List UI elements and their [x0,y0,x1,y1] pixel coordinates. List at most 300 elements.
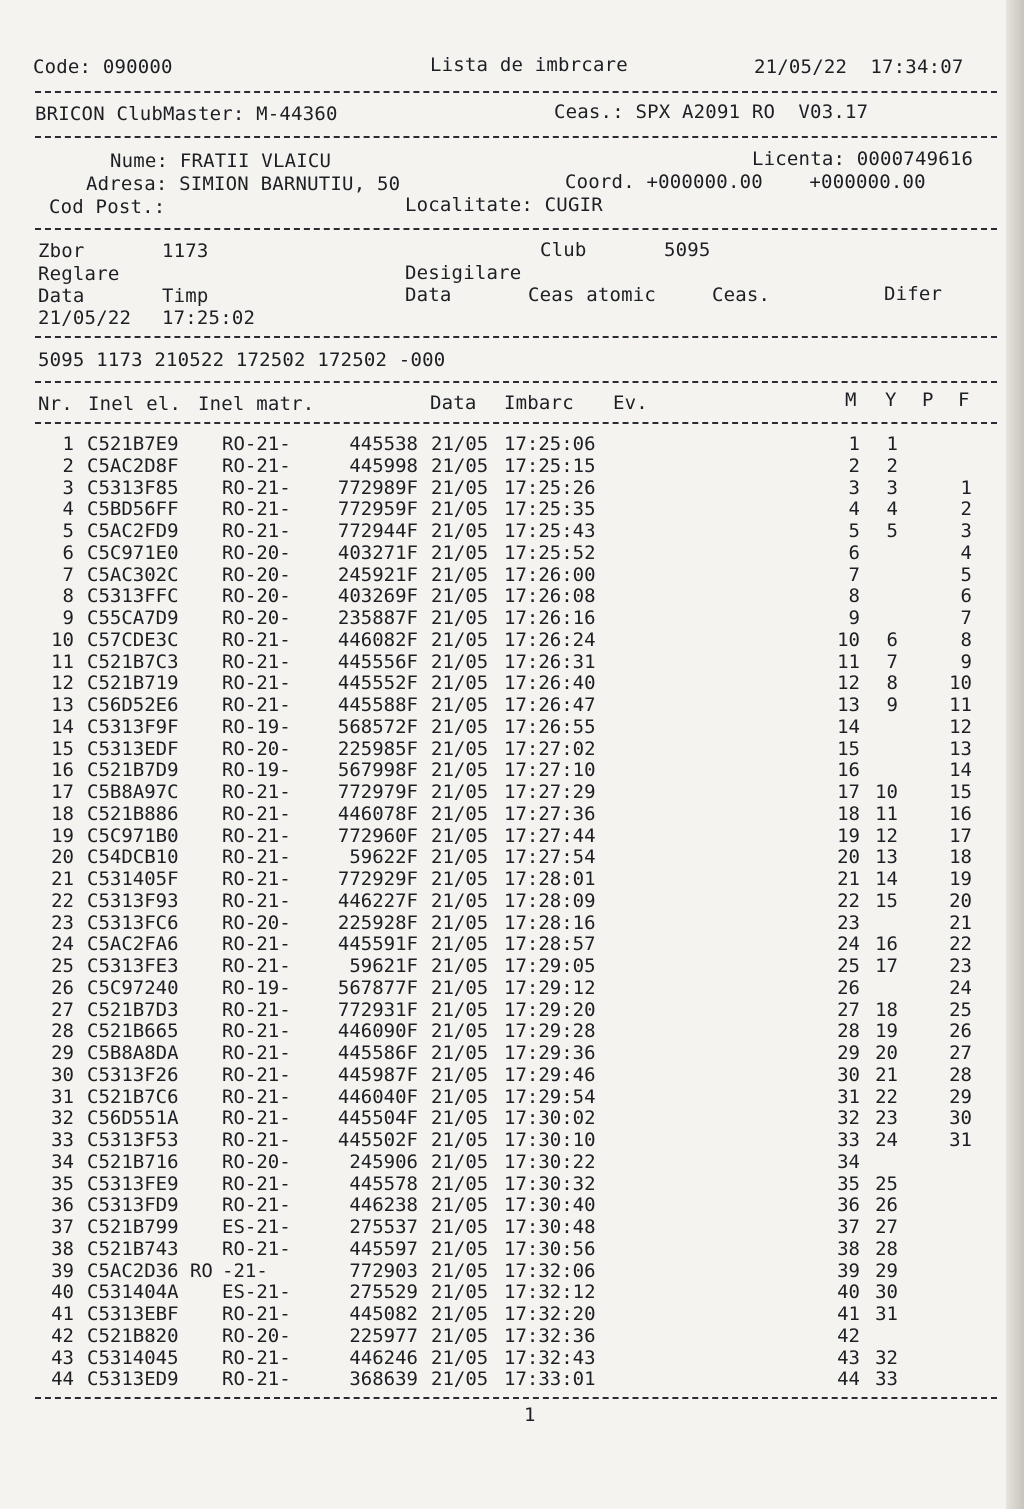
electronic-ring: C521B665 [87,1020,179,1043]
table-row [0,694,1006,716]
table-row [0,846,1006,868]
table-row [0,1151,1006,1173]
row-number: 14 [51,715,74,738]
rank-y: 30 [875,1281,898,1304]
row-number: 43 [51,1346,74,1369]
row-number: 18 [51,802,74,825]
arrival-time: 17:29:20 [504,998,596,1021]
rank-m: 31 [837,1085,860,1108]
arrival-time: 17:30:56 [504,1237,596,1260]
code-label: Code: 090000 [33,56,173,78]
row-number: 29 [51,1042,74,1064]
table-row [0,977,1006,999]
rank-y: 3 [886,476,898,499]
arrival-time: 17:26:00 [504,563,596,586]
ring-prefix: RO-21- [222,781,291,803]
table-row [0,672,1006,694]
electronic-ring: C5C97240 [87,976,179,999]
arrival-date: 21/05 [431,1107,489,1130]
row-number: 36 [51,1194,74,1217]
rank-m: 18 [837,802,860,825]
rank-m: 21 [837,868,860,890]
rank-m: 27 [837,998,860,1021]
arrival-time: 17:26:31 [504,650,596,673]
ring-prefix: RO-21- [222,628,291,651]
table-row [0,716,1006,738]
ring-number: 772903 [349,1259,418,1282]
arrival-time: 17:27:54 [504,846,596,869]
ring-number: 445082 [349,1303,418,1325]
arrival-date: 21/05 [431,889,489,912]
arrival-time: 17:26:47 [504,694,596,716]
rank-y: 2 [886,454,898,477]
ring-prefix: RO-21- [222,868,291,890]
rank-f: 26 [949,1020,972,1043]
separator [35,336,997,338]
electronic-ring: C56D551A [87,1107,179,1130]
document-title: Lista de imbrcare [430,54,628,76]
ring-prefix: RO-21- [222,433,291,455]
difer-label: Difer [884,283,943,305]
ring-prefix: RO-21- [222,1237,291,1260]
rank-m: 34 [837,1150,860,1173]
ring-number: 445552F [337,672,418,695]
arrival-date: 21/05 [431,1324,489,1347]
rank-m: 8 [848,585,860,608]
table-row [0,1238,1006,1260]
arrival-date: 21/05 [431,1303,489,1325]
table-row [0,1368,1006,1390]
print-datetime: 21/05/22 17:34:07 [754,56,964,78]
rank-f: 2 [960,498,972,521]
row-number: 16 [51,759,74,782]
electronic-ring: C5AC302C [87,563,179,586]
arrival-date: 21/05 [431,846,489,869]
arrival-date: 21/05 [431,628,489,651]
row-number: 31 [51,1085,74,1108]
ring-number: 275537 [349,1216,418,1238]
table-row [0,868,1006,890]
arrival-date: 21/05 [431,781,489,803]
zbor-value: 1173 [162,240,209,262]
ring-prefix: RO-20- [222,563,291,586]
ring-number: 567998F [337,759,418,782]
rank-y: 18 [875,998,898,1021]
electronic-ring: C5AC2FA6 [87,933,179,956]
electronic-ring: C5313F85 [87,476,179,499]
ring-number: 445578 [349,1172,418,1195]
rank-f: 14 [949,759,972,782]
electronic-ring: C5313F26 [87,1063,179,1086]
ring-number: 567877F [337,976,418,999]
ring-prefix: RO-20- [222,607,291,629]
rank-m: 22 [837,889,860,912]
rank-m: 19 [837,824,860,847]
rank-f: 6 [960,585,972,608]
arrival-time: 17:25:06 [504,433,596,455]
ring-number: 225977 [349,1324,418,1347]
rank-f: 15 [949,781,972,803]
table-row [0,933,1006,955]
reglare-timp-label: Timp [162,285,209,307]
table-row [0,455,1006,477]
table-row [0,825,1006,847]
ring-number: 225928F [337,911,418,934]
electronic-ring: C5313F93 [87,889,179,912]
rank-y: 28 [875,1237,898,1260]
reglare-label: Reglare [38,263,120,285]
ring-prefix: RO-21- [222,1303,291,1325]
ring-prefix: RO-21- [222,933,291,956]
rank-m: 6 [848,541,860,564]
rank-y: 17 [875,955,898,977]
rank-m: 41 [837,1303,860,1325]
ring-number: 446227F [337,889,418,912]
reglare-time: 17:25:02 [162,307,256,329]
ring-prefix: RO-21- [222,846,291,869]
col-inel-el: Inel el. [88,393,182,415]
rank-f: 23 [949,955,972,977]
separator [35,1397,997,1399]
arrival-date: 21/05 [431,433,489,455]
ring-number: 772929F [337,868,418,890]
col-imbarc: Imbarc [504,392,574,414]
electronic-ring: C521B820 [87,1324,179,1347]
ring-number: 445538 [349,433,418,455]
arrival-time: 17:28:09 [504,889,596,912]
table-row [0,498,1006,520]
arrival-time: 17:27:02 [504,737,596,760]
rank-m: 16 [837,759,860,782]
rank-f: 28 [949,1063,972,1086]
row-number: 44 [51,1368,74,1391]
electronic-ring: C5C971E0 [87,541,179,564]
rank-y: 13 [875,846,898,869]
arrival-date: 21/05 [431,454,489,477]
rank-m: 7 [848,563,860,586]
arrival-date: 21/05 [431,541,489,564]
row-number: 8 [62,585,74,608]
rank-y: 9 [886,694,898,716]
rank-y: 25 [875,1172,898,1195]
ring-prefix: RO-21- [222,1346,291,1369]
ring-number: 445591F [337,933,418,956]
rank-m: 24 [837,933,860,956]
ring-prefix: RO-21- [222,1194,291,1217]
ring-prefix: RO-21- [222,1063,291,1086]
arrival-time: 17:30:22 [504,1150,596,1173]
row-number: 38 [51,1237,74,1260]
ring-prefix: RO-21- [222,454,291,477]
arrival-date: 21/05 [431,802,489,825]
arrival-date: 21/05 [431,737,489,760]
electronic-ring: C5313ED9 [87,1368,179,1391]
ring-prefix: RO-21- [222,476,291,499]
rank-m: 37 [837,1216,860,1238]
arrival-time: 17:26:55 [504,715,596,738]
rank-y: 10 [875,781,898,803]
ring-number: 59621F [349,955,418,977]
electronic-ring: C5313F53 [87,1129,179,1151]
ring-prefix: RO-21- [222,955,291,977]
ring-number: 368639 [349,1368,418,1391]
rank-y: 6 [886,628,898,651]
table-row [0,738,1006,760]
arrival-date: 21/05 [431,476,489,499]
rank-f: 17 [949,824,972,847]
arrival-date: 21/05 [431,607,489,629]
row-number: 28 [51,1020,74,1043]
ring-number: 445504F [337,1107,418,1130]
ring-number: 445998 [349,454,418,477]
rank-m: 1 [848,433,860,455]
row-number: 5 [62,520,74,542]
rank-f: 1 [960,476,972,499]
rank-f: 29 [949,1085,972,1108]
club-value: 5095 [664,239,711,261]
table-row [0,520,1006,542]
rank-f: 22 [949,933,972,956]
electronic-ring: C521B886 [87,802,179,825]
ring-number: 446090F [337,1020,418,1043]
ring-prefix: RO-21- [222,1085,291,1108]
desigilare-data-label: Data [405,284,452,306]
table-row [0,585,1006,607]
row-number: 3 [62,476,74,499]
owner-coordinates: Coord. +000000.00 +000000.00 [565,171,926,193]
separator [35,136,997,138]
table-row [0,1042,1006,1064]
electronic-ring: C5313F9F [87,715,179,738]
electronic-ring: C5313EDF [87,737,179,760]
rank-f: 12 [949,715,972,738]
row-number: 13 [51,694,74,716]
table-row [0,912,1006,934]
table-row [0,1129,1006,1151]
rank-f: 5 [960,563,972,586]
rank-m: 9 [848,607,860,629]
rank-y: 15 [875,889,898,912]
ring-prefix: RO-21- [222,1172,291,1195]
ring-number: 403269F [337,585,418,608]
rank-y: 26 [875,1194,898,1217]
ring-prefix: RO-21- [222,1020,291,1043]
electronic-ring: C5B8A97C [87,781,179,803]
ring-prefix: RO-21- [222,498,291,521]
club-label: Club [540,239,587,261]
ring-prefix: RO-21- [222,824,291,847]
arrival-date: 21/05 [431,1281,489,1304]
ring-number: 772931F [337,998,418,1021]
table-row [0,1281,1006,1303]
row-number: 34 [51,1150,74,1173]
ring-number: 568572F [337,715,418,738]
arrival-date: 21/05 [431,498,489,521]
rank-m: 13 [837,694,860,716]
arrival-time: 17:27:36 [504,802,596,825]
ring-number: 403271F [337,541,418,564]
rank-m: 17 [837,781,860,803]
arrival-date: 21/05 [431,1129,489,1151]
arrival-time: 17:30:02 [504,1107,596,1130]
ring-number: 225985F [337,737,418,760]
arrival-date: 21/05 [431,1346,489,1369]
arrival-date: 21/05 [431,933,489,956]
electronic-ring: C5313FE3 [87,955,179,977]
ring-number: 245921F [337,563,418,586]
arrival-time: 17:32:12 [504,1281,596,1304]
ring-prefix: RO-21- [222,1042,291,1064]
arrival-time: 17:29:46 [504,1063,596,1086]
rank-y: 4 [886,498,898,521]
rank-m: 25 [837,955,860,977]
table-row [0,629,1006,651]
rank-m: 2 [848,454,860,477]
rank-m: 12 [837,672,860,695]
ring-prefix: RO-21- [222,650,291,673]
col-y: Y [885,389,897,411]
ring-prefix: -21- [222,1259,268,1282]
rank-y: 29 [875,1259,898,1282]
ring-number: 445502F [337,1129,418,1151]
table-row [0,1086,1006,1108]
row-number: 21 [51,868,74,890]
arrival-time: 17:29:54 [504,1085,596,1108]
rank-m: 14 [837,715,860,738]
electronic-ring: C5AC2D8F [87,454,179,477]
rank-m: 26 [837,976,860,999]
rank-m: 42 [837,1324,860,1347]
owner-license: Licenta: 0000749616 [752,148,974,170]
ring-number: 772979F [337,781,418,803]
electronic-ring: C5B8A8DA [87,1042,179,1064]
rank-m: 44 [837,1368,860,1391]
ring-prefix: RO-21- [222,694,291,716]
electronic-ring: C521B7C3 [87,650,179,673]
rank-y: 31 [875,1303,898,1325]
separator [35,422,997,424]
table-row [0,781,1006,803]
ring-prefix: RO-20- [222,1150,291,1173]
rank-y: 1 [886,433,898,455]
ring-prefix: RO-21- [222,1107,291,1130]
rank-f: 7 [960,607,972,629]
arrival-time: 17:27:44 [504,824,596,847]
ring-number: 235887F [337,607,418,629]
ring-number: 445987F [337,1063,418,1086]
rank-y: 23 [875,1107,898,1130]
electronic-ring: C5AC2FD9 [87,520,179,542]
arrival-date: 21/05 [431,563,489,586]
ring-prefix: RO-21- [222,998,291,1021]
ring-number: 772944F [337,520,418,542]
electronic-ring: C521B743 [87,1237,179,1260]
arrival-date: 21/05 [431,1172,489,1195]
rank-m: 38 [837,1237,860,1260]
electronic-ring: C531404A [87,1281,179,1304]
rank-f: 20 [949,889,972,912]
ring-number: 446238 [349,1194,418,1217]
postal-code: Cod Post.: [49,196,166,218]
arrival-date: 21/05 [431,1150,489,1173]
rank-f: 10 [949,672,972,695]
table-row [0,759,1006,781]
table-row [0,1325,1006,1347]
rank-y: 14 [875,868,898,890]
row-number: 24 [51,933,74,956]
rank-y: 5 [886,520,898,542]
desigilare-label: Desigilare [405,262,522,284]
row-number: 30 [51,1063,74,1086]
ring-number: 445597 [349,1237,418,1260]
arrival-time: 17:27:29 [504,781,596,803]
reglare-data-label: Data [38,285,85,307]
rank-y: 22 [875,1085,898,1108]
col-m: M [845,389,857,411]
rank-m: 11 [837,650,860,673]
rank-m: 29 [837,1042,860,1064]
reglare-date: 21/05/22 [38,307,132,329]
rank-m: 30 [837,1063,860,1086]
table-row [0,1347,1006,1369]
arrival-time: 17:32:36 [504,1324,596,1347]
electronic-ring: C5314045 [87,1346,179,1369]
ring-number: 275529 [349,1281,418,1304]
ring-prefix: RO-20- [222,585,291,608]
arrival-time: 17:25:43 [504,520,596,542]
ring-number: 446082F [337,628,418,651]
arrival-time: 17:29:05 [504,955,596,977]
row-number: 23 [51,911,74,934]
row-number: 27 [51,998,74,1021]
row-number: 10 [51,628,74,651]
electronic-ring: C5AC2D36 RO [87,1259,213,1282]
ring-prefix: RO-20- [222,541,291,564]
electronic-ring: C521B716 [87,1150,179,1173]
arrival-date: 21/05 [431,911,489,934]
rank-f: 4 [960,541,972,564]
ring-prefix: ES-21- [222,1281,291,1304]
zbor-label: Zbor [38,240,85,262]
rank-f: 21 [949,911,972,934]
arrival-date: 21/05 [431,715,489,738]
arrival-date: 21/05 [431,520,489,542]
table-row [0,1303,1006,1325]
arrival-date: 21/05 [431,650,489,673]
rank-m: 40 [837,1281,860,1304]
ring-number: 772959F [337,498,418,521]
ring-number: 446246 [349,1346,418,1369]
arrival-date: 21/05 [431,759,489,782]
table-row [0,955,1006,977]
rank-m: 32 [837,1107,860,1130]
electronic-ring: C56D52E6 [87,694,179,716]
arrival-date: 21/05 [431,868,489,890]
arrival-time: 17:29:28 [504,1020,596,1043]
arrival-time: 17:25:35 [504,498,596,521]
arrival-time: 17:33:01 [504,1368,596,1391]
row-number: 22 [51,889,74,912]
col-data: Data [430,392,477,414]
summary-line: 5095 1173 210522 172502 172502 -000 [38,349,446,371]
ring-prefix: RO-20- [222,911,291,934]
electronic-ring: C54DCB10 [87,846,179,869]
ring-number: 446040F [337,1085,418,1108]
rank-m: 20 [837,846,860,869]
arrival-date: 21/05 [431,694,489,716]
ring-prefix: RO-20- [222,1324,291,1347]
electronic-ring: C521B7D3 [87,998,179,1021]
